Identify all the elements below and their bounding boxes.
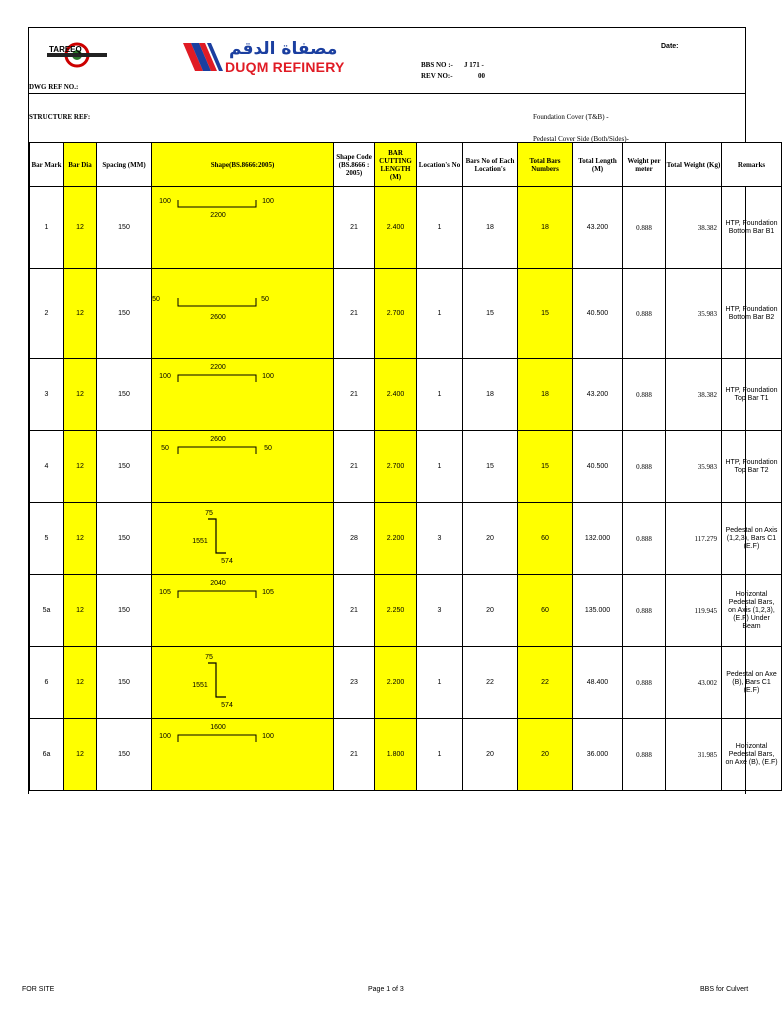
- bar-shape-line: [178, 200, 256, 207]
- total-weight-cell: 38.382: [666, 187, 722, 269]
- foundation-cover-label: Foundation Cover (T&B) -: [533, 113, 609, 121]
- tareeq-logo-text: TAREEQ: [49, 45, 82, 54]
- total-bars-cell: 60: [518, 503, 573, 575]
- shape-dim-right: 100: [262, 372, 274, 380]
- total-length-cell: 43.200: [573, 359, 623, 431]
- bar-mark-cell: 5: [30, 503, 64, 575]
- shape-dim-main: 2200: [210, 363, 226, 371]
- locations-no-cell: 1: [417, 187, 463, 269]
- weight-per-meter-cell: 0.888: [623, 647, 666, 719]
- bars-each-cell: 22: [463, 647, 518, 719]
- duqm-arabic-name: مصفاة الدقم: [229, 39, 338, 59]
- col-weight-per-meter: Weight per meter: [623, 143, 666, 187]
- bar-shape-diagram: [152, 270, 332, 358]
- footer-right: BBS for Culvert: [700, 986, 749, 993]
- spacing-cell: 150: [97, 359, 152, 431]
- spacing-cell: 150: [97, 431, 152, 503]
- bar-bending-schedule-table: [29, 142, 782, 791]
- shape-dim-bottom: 574: [221, 701, 233, 709]
- bar-dia-cell: 12: [64, 719, 97, 791]
- header-divider: [29, 93, 745, 94]
- bar-shape-line: [208, 519, 226, 553]
- total-length-cell: 43.200: [573, 187, 623, 269]
- total-bars-cell: 60: [518, 575, 573, 647]
- shape-cell: [152, 359, 334, 431]
- shape-code-cell: 21: [334, 575, 375, 647]
- total-length-cell: 36.000: [573, 719, 623, 791]
- shape-cell: [152, 647, 334, 719]
- shape-dim-left: 50: [152, 295, 160, 303]
- duqm-chevron-icon: [181, 41, 225, 73]
- total-length-cell: 48.400: [573, 647, 623, 719]
- cutting-length-cell: 2.700: [375, 431, 417, 503]
- bar-shape-diagram: [152, 504, 332, 574]
- table-row: [30, 269, 782, 359]
- bars-each-cell: 20: [463, 719, 518, 791]
- remarks-cell: HTP, Foundation Top Bar T1: [722, 359, 782, 431]
- cutting-length-cell: 2.250: [375, 575, 417, 647]
- locations-no-cell: 3: [417, 503, 463, 575]
- remarks-cell: HTP, Foundation Bottom Bar B2: [722, 269, 782, 359]
- shape-code-cell: 21: [334, 269, 375, 359]
- total-length-cell: 40.500: [573, 269, 623, 359]
- shape-dim-left: 100: [159, 372, 171, 380]
- shape-dim-right: 50: [264, 444, 272, 452]
- weight-per-meter-cell: 0.888: [623, 503, 666, 575]
- col-cutting-length: BAR CUTTING LENGTH (M): [375, 143, 417, 187]
- shape-cell: [152, 269, 334, 359]
- duqm-refinery-logo: [181, 39, 376, 77]
- shape-dim-right: 100: [262, 732, 274, 740]
- locations-no-cell: 1: [417, 647, 463, 719]
- weight-per-meter-cell: 0.888: [623, 269, 666, 359]
- pedestal-cover-label: Pedestal Cover Side (Both/Sides)-: [533, 135, 629, 143]
- bar-mark-cell: 1: [30, 187, 64, 269]
- shape-dim-main: 1551: [192, 681, 208, 689]
- bar-shape-line: [178, 591, 256, 598]
- bar-mark-cell: 4: [30, 431, 64, 503]
- shape-dim-top: 75: [205, 653, 213, 661]
- shape-dim-bottom: 574: [221, 557, 233, 565]
- spacing-cell: 150: [97, 503, 152, 575]
- col-total-bars: Total Bars Numbers: [518, 143, 573, 187]
- col-bar-dia: Bar Dia: [64, 143, 97, 187]
- shape-code-cell: 21: [334, 359, 375, 431]
- shape-dim-left: 105: [159, 588, 171, 596]
- table-header-row: [30, 143, 782, 187]
- bars-each-cell: 18: [463, 359, 518, 431]
- bar-dia-cell: 12: [64, 359, 97, 431]
- shape-dim-main: 1551: [192, 537, 208, 545]
- spacing-cell: 150: [97, 575, 152, 647]
- shape-cell: [152, 187, 334, 269]
- table-row: [30, 575, 782, 647]
- bar-shape-diagram: [152, 360, 332, 430]
- remarks-cell: HTP, Foundation Bottom Bar B1: [722, 187, 782, 269]
- cutting-length-cell: 2.400: [375, 187, 417, 269]
- shape-cell: [152, 503, 334, 575]
- cutting-length-cell: 2.200: [375, 647, 417, 719]
- shape-code-cell: 21: [334, 719, 375, 791]
- total-bars-cell: 22: [518, 647, 573, 719]
- cutting-length-cell: 2.400: [375, 359, 417, 431]
- shape-code-cell: 21: [334, 431, 375, 503]
- total-weight-cell: 35.983: [666, 431, 722, 503]
- table-row: [30, 719, 782, 791]
- total-bars-cell: 15: [518, 431, 573, 503]
- total-weight-cell: 43.002: [666, 647, 722, 719]
- col-shape: Shape(BS.8666:2005): [152, 143, 334, 187]
- bar-dia-cell: 12: [64, 575, 97, 647]
- total-weight-cell: 35.983: [666, 269, 722, 359]
- bar-dia-cell: 12: [64, 647, 97, 719]
- bar-dia-cell: 12: [64, 503, 97, 575]
- locations-no-cell: 1: [417, 431, 463, 503]
- table-row: [30, 503, 782, 575]
- spacing-cell: 150: [97, 269, 152, 359]
- total-weight-cell: 119.945: [666, 575, 722, 647]
- remarks-cell: Horizontal Pedestal Bars, on Axis (1,2,3), (E.F) Under Beam: [722, 575, 782, 647]
- bars-each-cell: 15: [463, 269, 518, 359]
- bar-mark-cell: 3: [30, 359, 64, 431]
- shape-cell: [152, 719, 334, 791]
- spacing-cell: 150: [97, 187, 152, 269]
- remarks-cell: Pedestal on Axe (B), Bars C1 (E.F): [722, 647, 782, 719]
- bar-shape-diagram: [152, 720, 332, 790]
- table-row: [30, 187, 782, 269]
- shape-dim-main: 2040: [210, 579, 226, 587]
- bar-shape-diagram: [152, 432, 332, 502]
- bar-shape-line: [208, 663, 226, 697]
- locations-no-cell: 1: [417, 269, 463, 359]
- bar-shape-diagram: [152, 576, 332, 646]
- table-row: [30, 647, 782, 719]
- shape-code-cell: 28: [334, 503, 375, 575]
- total-weight-cell: 38.382: [666, 359, 722, 431]
- shape-dim-right: 100: [262, 197, 274, 205]
- bars-each-cell: 15: [463, 431, 518, 503]
- spacing-cell: 150: [97, 719, 152, 791]
- bars-each-cell: 20: [463, 575, 518, 647]
- col-total-length: Total Length (M): [573, 143, 623, 187]
- shape-dim-right: 105: [262, 588, 274, 596]
- cutting-length-cell: 1.800: [375, 719, 417, 791]
- duqm-english-name: DUQM REFINERY: [225, 59, 345, 75]
- total-weight-cell: 117.279: [666, 503, 722, 575]
- total-length-cell: 40.500: [573, 431, 623, 503]
- table-row: [30, 431, 782, 503]
- bbs-sheet: [28, 27, 778, 794]
- bar-mark-cell: 5a: [30, 575, 64, 647]
- weight-per-meter-cell: 0.888: [623, 575, 666, 647]
- weight-per-meter-cell: 0.888: [623, 187, 666, 269]
- col-locations-no: Location's No: [417, 143, 463, 187]
- bar-shape-line: [178, 375, 256, 382]
- locations-no-cell: 1: [417, 719, 463, 791]
- bar-mark-cell: 6a: [30, 719, 64, 791]
- col-shape-code: Shape Code (BS.8666 : 2005): [334, 143, 375, 187]
- shape-code-cell: 23: [334, 647, 375, 719]
- total-bars-cell: 20: [518, 719, 573, 791]
- col-spacing: Spacing (MM): [97, 143, 152, 187]
- shape-dim-main: 1600: [210, 723, 226, 731]
- bbs-no-label: BBS NO :-: [421, 61, 453, 69]
- shape-code-cell: 21: [334, 187, 375, 269]
- total-bars-cell: 18: [518, 187, 573, 269]
- structure-ref-label: STRUCTURE REF:: [29, 113, 91, 121]
- rev-no-value: 00: [478, 72, 485, 80]
- weight-per-meter-cell: 0.888: [623, 359, 666, 431]
- footer-left: FOR SITE: [22, 986, 55, 993]
- shape-dim-right: 50: [261, 295, 269, 303]
- shape-dim-left: 50: [161, 444, 169, 452]
- shape-cell: [152, 575, 334, 647]
- shape-dim-main: 2600: [210, 435, 226, 443]
- bar-shape-line: [178, 447, 256, 454]
- bar-shape-diagram: [152, 648, 332, 718]
- total-length-cell: 132.000: [573, 503, 623, 575]
- bar-shape-line: [178, 735, 256, 742]
- shape-dim-left: 100: [159, 732, 171, 740]
- bars-each-cell: 20: [463, 503, 518, 575]
- bar-mark-cell: 2: [30, 269, 64, 359]
- remarks-cell: Pedestal on Axis (1,2,3), Bars C1 (E.F): [722, 503, 782, 575]
- footer-page-number: Page 1 of 3: [368, 986, 404, 993]
- cutting-length-cell: 2.700: [375, 269, 417, 359]
- remarks-cell: HTP, Foundation Top Bar T2: [722, 431, 782, 503]
- cutting-length-cell: 2.200: [375, 503, 417, 575]
- bar-dia-cell: 12: [64, 187, 97, 269]
- col-bars-each: Bars No of Each Location's: [463, 143, 518, 187]
- col-remarks: Remarks: [722, 143, 782, 187]
- weight-per-meter-cell: 0.888: [623, 719, 666, 791]
- shape-cell: [152, 431, 334, 503]
- bbs-no-value: J 171 -: [464, 61, 484, 69]
- shape-dim-main: 2200: [210, 211, 226, 219]
- table-row: [30, 359, 782, 431]
- bars-each-cell: 18: [463, 187, 518, 269]
- spacing-cell: 150: [97, 647, 152, 719]
- col-bar-mark: Bar Mark: [30, 143, 64, 187]
- total-bars-cell: 18: [518, 359, 573, 431]
- tareeq-logo: [47, 42, 107, 68]
- remarks-cell: Horizontal Pedestal Bars, on Axe (B), (E.F): [722, 719, 782, 791]
- locations-no-cell: 3: [417, 575, 463, 647]
- bar-mark-cell: 6: [30, 647, 64, 719]
- bar-dia-cell: 12: [64, 269, 97, 359]
- rev-no-label: REV NO:-: [421, 72, 453, 80]
- shape-dim-main: 2600: [210, 313, 226, 321]
- shape-dim-top: 75: [205, 509, 213, 517]
- shape-dim-left: 100: [159, 197, 171, 205]
- col-total-weight: Total Weight (Kg): [666, 143, 722, 187]
- bar-shape-diagram: [152, 188, 332, 268]
- total-weight-cell: 31.985: [666, 719, 722, 791]
- total-bars-cell: 15: [518, 269, 573, 359]
- dwg-ref-label: DWG REF NO.:: [29, 83, 79, 91]
- weight-per-meter-cell: 0.888: [623, 431, 666, 503]
- date-label: Date:: [661, 43, 679, 50]
- bar-dia-cell: 12: [64, 431, 97, 503]
- total-length-cell: 135.000: [573, 575, 623, 647]
- locations-no-cell: 1: [417, 359, 463, 431]
- bar-shape-line: [178, 298, 256, 306]
